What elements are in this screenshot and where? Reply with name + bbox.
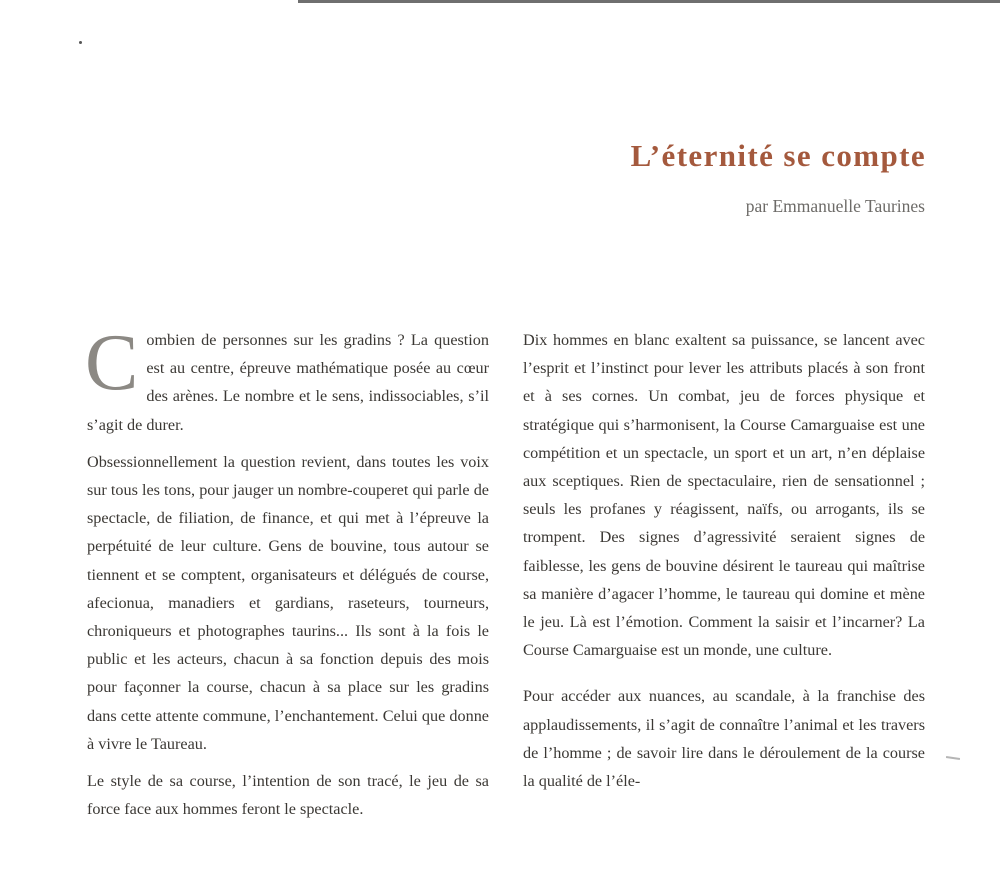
article-title: L’éternité se compte	[630, 138, 926, 173]
paragraph: Le style de sa course, l’intention de son tracé, le jeu de sa force face aux hommes feront le spectacle.	[87, 772, 489, 819]
left-column	[85, 319, 489, 832]
paragraph: Obsessionnellement la question revient, dans toutes les voix sur tous les tons, pour jauger un nombre-couperet qui parle de spectacle, de filiation, de finance, et qui met à l’épreuve la perpétuité de leur culture. Gens de bouvine, tous autour se tiennent et se comptent, organisateurs et délégués de course, afecionua, manadiers et gardians, raseteurs, tourneurs, chroniqueurs et photographes taurins... Ils sont à la fois le public et les acteurs, chacun à sa fonction depuis des mois pour façonner la course, chacun à sa place sur les gradins dans cette attente commune, l’enchantement. Celui que donne à vivre le Taureau.	[87, 452, 489, 753]
top-rule	[298, 0, 1000, 3]
paragraph	[85, 319, 489, 439]
article-byline: par Emmanuelle Taurines	[745, 196, 925, 216]
paragraph: Dix hommes en blanc exaltent sa puissance, se lancent avec l’esprit et l’instinct pour lever les attributs placés à son front et à ses cornes. Un combat, jeu de forces physique et stratégique qui s’harmonisent, la Course Camarguaise est une compétition et un spectacle, un sport et un art, n’en déplaise aux sceptiques. Rien de spectaculaire, rien de sensationnel ; seuls les profanes y réagissent, naïfs, ou arrogants, ils se trompent. Des signes d’agressivité seraient signes de faiblesse, les gens de bouvine désirent le taureau qui maîtrise sa manière d’agacer l’homme, le taureau qui domine et mène le jeu. Là est l’émotion. Comment la saisir et l’incarner? La Course Camarguaise est un monde, une culture.	[523, 331, 925, 660]
paragraph: Pour accéder aux nuances, au scandale, à la franchise des applaudissements, il s’agit de connaître l’animal et les travers de l’homme ; de savoir lire dans le déroulement de la course la qualité de l’éle-	[523, 687, 925, 791]
drop-cap: C	[85, 319, 139, 407]
right-column	[523, 326, 925, 804]
margin-mark	[946, 756, 960, 760]
scan-speck	[79, 41, 82, 44]
paragraph-text: ombien de personnes sur les gradins ? La question est au centre, épreuve mathématique posée au cœur des arènes. Le nombre et le sens, indissociables, s’il s’agit de durer.	[87, 331, 489, 434]
